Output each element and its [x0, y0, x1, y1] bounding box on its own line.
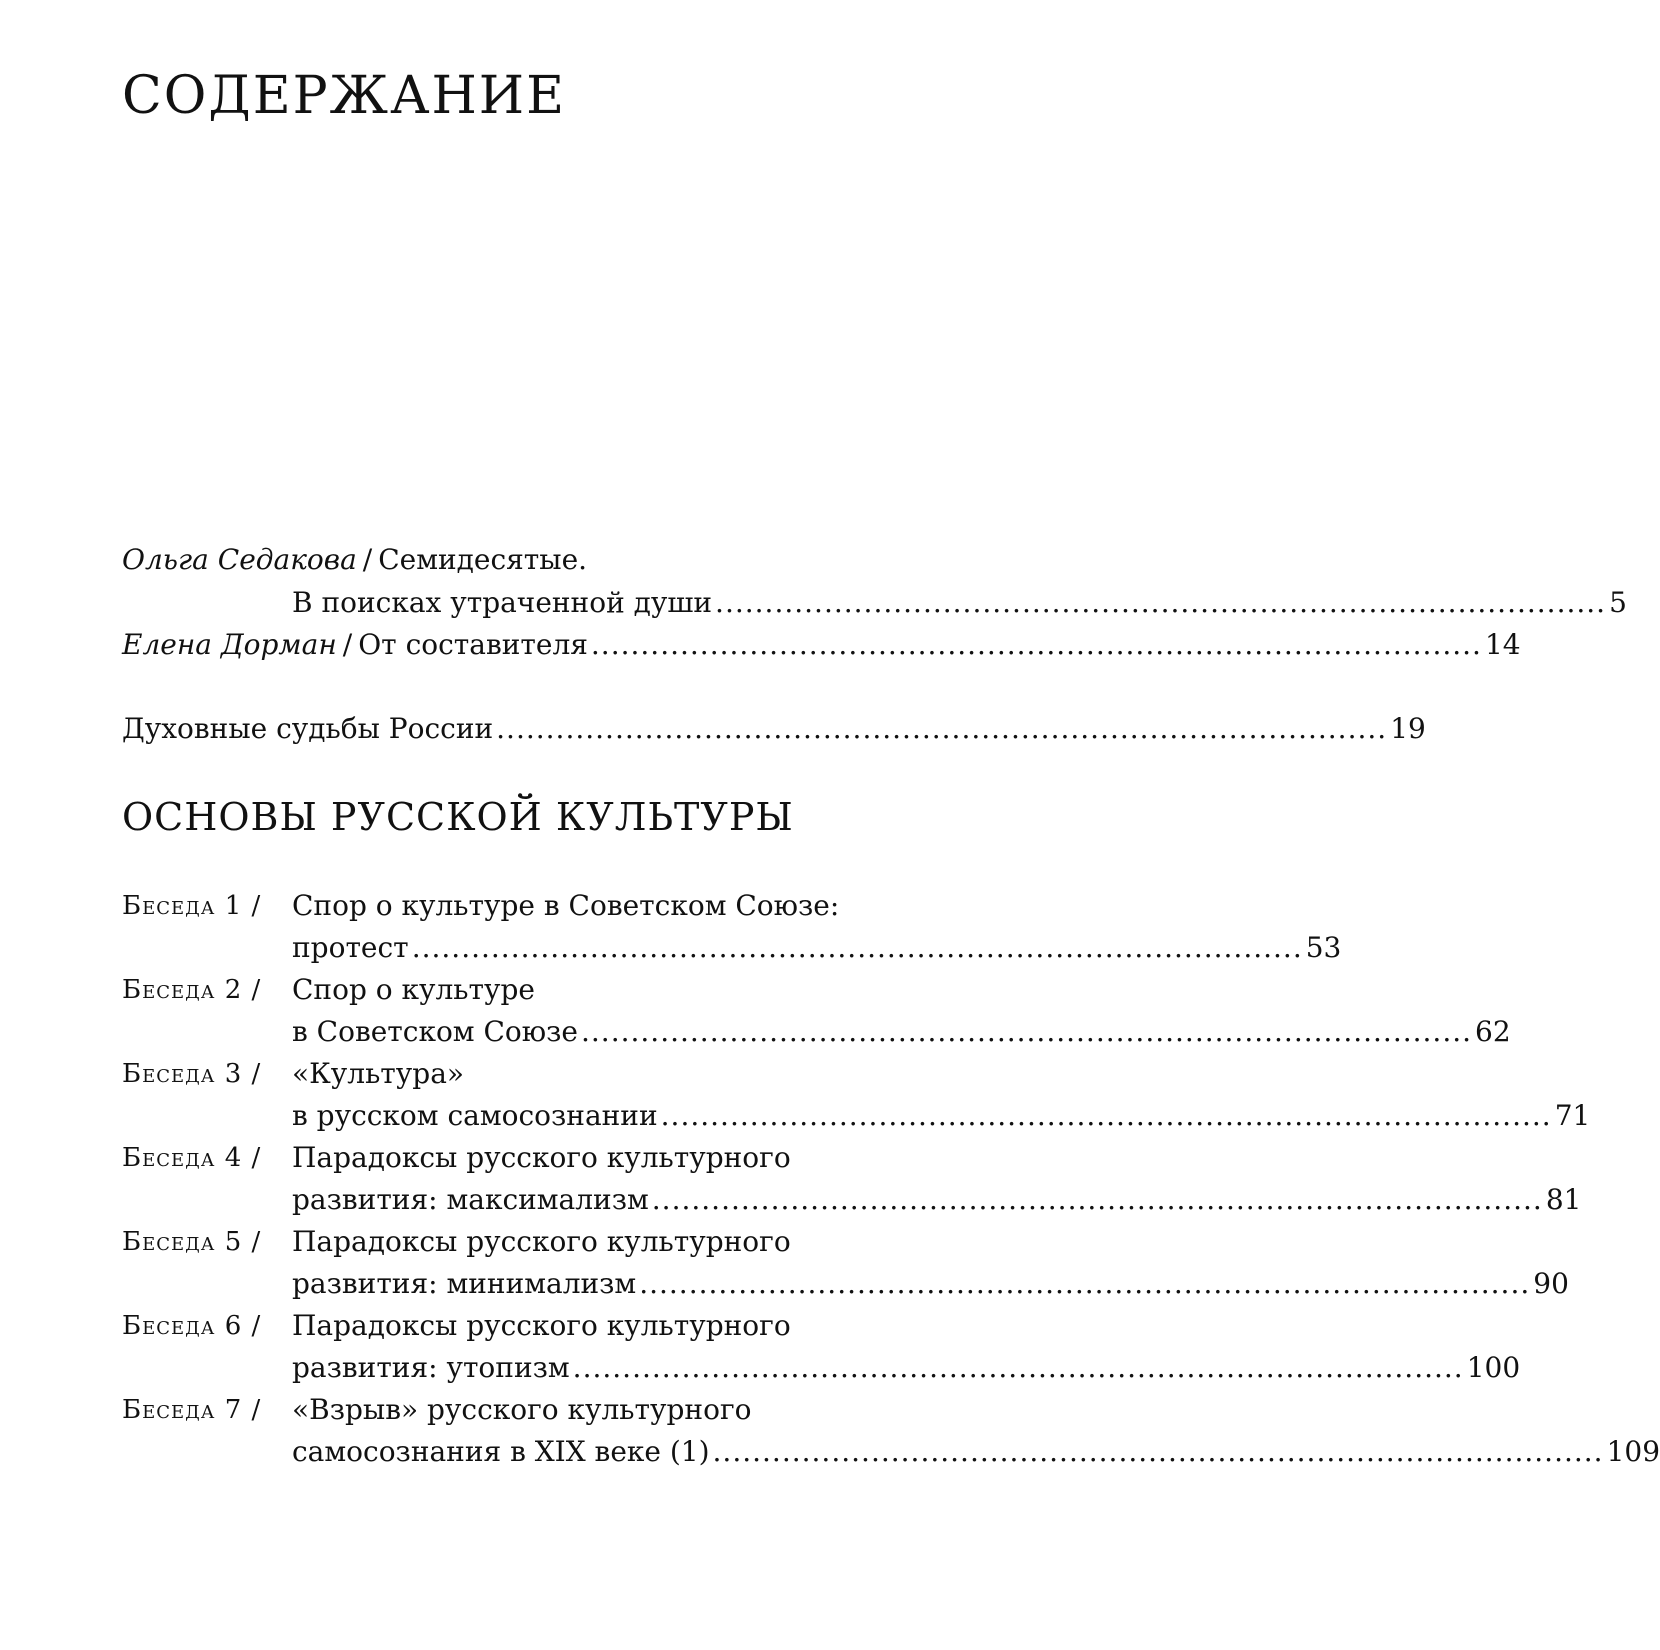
toc-entry-lecture-6[interactable] — [122, 1306, 1521, 1390]
toc-page-number: 100 — [1466, 1351, 1521, 1384]
lecture-title-line1: Парадоксы русского культурного — [292, 1225, 791, 1258]
lecture-label: Беседа 3 / — [122, 1059, 262, 1089]
toc-author: Елена Дорман — [122, 628, 337, 661]
lecture-label: Беседа 5 / — [122, 1227, 262, 1257]
lecture-title-line1: «Взрыв» русского культурного — [292, 1393, 752, 1426]
toc-page-number: 81 — [1545, 1183, 1582, 1216]
dot-leader: .......................................................................................... — [660, 1099, 1552, 1132]
lecture-title-line1: Спор о культуре в Советском Союзе: — [292, 889, 840, 922]
dot-leader: .......................................................................................... — [590, 628, 1482, 661]
lecture-title-line2: развития: утопизм — [292, 1351, 570, 1384]
dot-leader: .......................................................................................... — [651, 1183, 1543, 1216]
lecture-label: Беседа 4 / — [122, 1143, 262, 1173]
lecture-label: Беседа 7 / — [122, 1395, 262, 1425]
toc-entry-lecture-4[interactable] — [122, 1138, 1582, 1222]
lecture-label: Беседа 1 / — [122, 891, 262, 921]
toc-separator: / — [342, 628, 353, 661]
toc-page-number: 90 — [1533, 1267, 1569, 1300]
toc-entry-sedakova[interactable] — [122, 540, 822, 580]
toc-entry-spiritual-fates[interactable] — [122, 709, 1426, 749]
toc-entry-lecture-3[interactable] — [122, 1054, 1591, 1138]
lecture-title-line1: Спор о культуре — [292, 973, 535, 1006]
lecture-title-line2: в русском самосознании — [292, 1099, 658, 1132]
dot-leader: .......................................................................................... — [496, 712, 1388, 745]
dot-leader: .......................................................................................... — [581, 1015, 1473, 1048]
toc-separator: / — [362, 543, 373, 576]
toc-page-number: 62 — [1475, 1015, 1511, 1048]
lecture-title-line1: «Культура» — [292, 1057, 465, 1090]
toc-page-number: 109 — [1606, 1435, 1660, 1468]
toc-entry-lecture-1[interactable] — [122, 886, 1342, 970]
toc-page-number: 14 — [1484, 628, 1521, 661]
toc-title: Духовные судьбы России — [122, 712, 494, 745]
toc-entry-lecture-2[interactable] — [122, 970, 1511, 1054]
section-title: ОСНОВЫ РУССКОЙ КУЛЬТУРЫ — [122, 795, 794, 839]
dot-leader: .......................................................................................... — [572, 1351, 1464, 1384]
toc-page-number: 53 — [1305, 931, 1342, 964]
lecture-title-line2: протест — [292, 931, 409, 964]
toc-page-number: 19 — [1390, 712, 1426, 745]
toc-page-number: 5 — [1609, 586, 1627, 619]
dot-leader: .......................................................................................... — [639, 1267, 1531, 1300]
lecture-title-line2: развития: минимализм — [292, 1267, 637, 1300]
toc-entry-lecture-7[interactable] — [122, 1390, 1660, 1474]
lecture-title-line2: в Советском Союзе — [292, 1015, 578, 1048]
toc-title: От составителя — [358, 628, 588, 661]
toc-page-number: 71 — [1554, 1099, 1591, 1132]
toc-title: Семидесятые. — [378, 543, 588, 576]
toc-entry-dorman[interactable] — [122, 625, 1521, 665]
lecture-title-line1: Парадоксы русского культурного — [292, 1141, 791, 1174]
lecture-label: Беседа 2 / — [122, 975, 262, 1005]
dot-leader: .......................................................................................... — [411, 931, 1303, 964]
toc-title: В поисках утраченной души — [292, 586, 713, 619]
lecture-title-line2: развития: максимализм — [292, 1183, 649, 1216]
page-title: СОДЕРЖАНИЕ — [122, 66, 567, 126]
toc-entry-lecture-5[interactable] — [122, 1222, 1569, 1306]
dot-leader: .......................................................................................... — [712, 1435, 1604, 1468]
toc-author: Ольга Седакова — [122, 543, 357, 576]
lecture-label: Беседа 6 / — [122, 1311, 262, 1341]
lecture-title-line2: самосознания в XIX веке (1) — [292, 1435, 710, 1468]
toc-entry-sedakova-cont[interactable] — [292, 583, 1627, 623]
lecture-title-line1: Парадоксы русского культурного — [292, 1309, 791, 1342]
dot-leader: .......................................................................................... — [715, 586, 1607, 619]
